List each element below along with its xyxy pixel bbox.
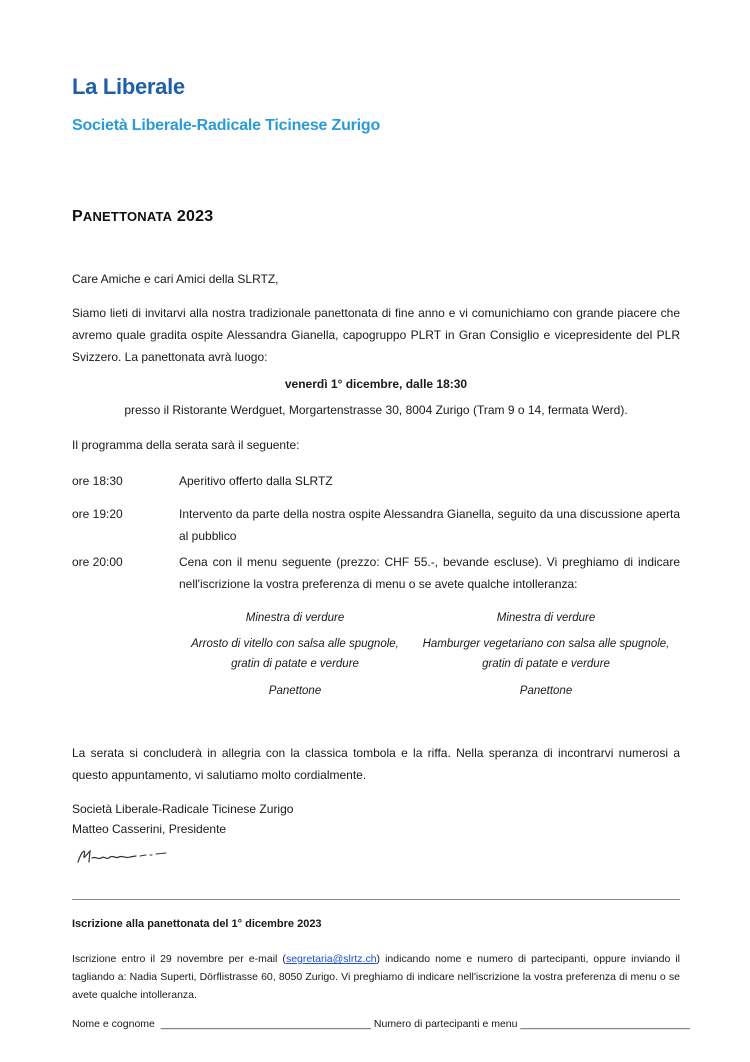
closing-paragraph: La serata si concluderà in allegria con la classica tombola e la riffa. Nella speranza di incontrarvi numerosi a questo appuntamento, vi salutiamo molto cordialmente. <box>72 746 680 782</box>
event-place: presso il Ristorante Werdguet, Morgartenstrasse 30, 8004 Zurigo (Tram 9 o 14, fermata Werd). <box>124 403 628 417</box>
form-title: Iscrizione alla panettonata del 1° dicembre 2023 <box>72 918 322 930</box>
greeting: Care Amiche e cari Amici della SLRTZ, <box>72 272 279 286</box>
name-label: Nome e cognome <box>72 1018 155 1030</box>
program-text: Cena con il menu seguente (prezzo: CHF 55.-, bevande escluse). Vi preghiamo di indicare nell'iscrizione la vostra preferenza di menu o se avete qualche intolleranza: <box>179 555 680 591</box>
signoff-org: Società Liberale-Radicale Ticinese Zurigo <box>72 802 294 816</box>
org-subtitle: Società Liberale-Radicale Ticinese Zurigo <box>72 117 381 134</box>
page-title <box>72 208 213 226</box>
program-text: Intervento da parte della nostra ospite Alessandra Gianella, seguito da una discussione aperta al pubblico <box>179 507 680 543</box>
title-year: 2023 <box>176 208 214 225</box>
separator-line <box>72 899 680 900</box>
program-time: ore 20:00 <box>72 555 123 569</box>
event-date: venerdì 1° dicembre, dalle 18:30 <box>284 377 468 391</box>
menu-2-starter: Minestra di verdure <box>496 612 596 624</box>
participants-label: Numero di partecipanti e menu <box>373 1018 518 1030</box>
program-time: ore 19:20 <box>72 507 123 521</box>
form-text-before: Iscrizione entro il 29 novembre per e-mail ( <box>72 953 286 965</box>
participants-blank-line[interactable]: _____________________________ <box>520 1018 690 1030</box>
form-text-after: ) indicando nome e numero di partecipanti, oppure inviando il tagliando a: Nadia Superti, Dörflistrasse 60, 8050 Zurigo. Vi preghiamo di indicare nell'iscrizione la vostra preferenza di menu o se avete qualche intolleranza. <box>72 953 681 1001</box>
title-rest: ANETTONATA <box>82 209 173 224</box>
program-text: Aperitivo offerto dalla SLRTZ <box>179 474 333 488</box>
menu-1-starter: Minestra di verdure <box>245 612 345 624</box>
menu-1-dessert: Panettone <box>268 685 322 697</box>
program-time: ore 18:30 <box>72 474 123 488</box>
title-first-letter: P <box>72 208 83 225</box>
menu-2-main: Hamburger vegetariano con salsa alle spugnole, gratin di patate e verdure <box>422 638 670 670</box>
menu-1-main: Arrosto di vitello con salsa alle spugnole, gratin di patate e verdure <box>191 638 399 670</box>
email-link[interactable]: segretaria@slrtz.ch <box>285 953 377 965</box>
form-instructions <box>72 950 680 1004</box>
name-blank-line[interactable]: ____________________________________ <box>160 1018 371 1030</box>
form-fields <box>72 1018 690 1030</box>
signoff-name: Matteo Casserini, Presidente <box>72 822 227 836</box>
org-name: La Liberale <box>72 74 185 99</box>
menu-2-dessert: Panettone <box>519 685 573 697</box>
handwritten-signature <box>74 842 170 870</box>
intro-paragraph: Siamo lieti di invitarvi alla nostra tradizionale panettonata di fine anno e vi comunichiamo con grande piacere che avremo quale gradita ospite Alessandra Gianella, capogruppo PLRT in Gran Consiglio e vicepresidente del PLR Svizzero. La panettonata avrà luogo: <box>72 306 680 364</box>
program-intro: Il programma della serata sarà il seguente: <box>72 438 300 452</box>
